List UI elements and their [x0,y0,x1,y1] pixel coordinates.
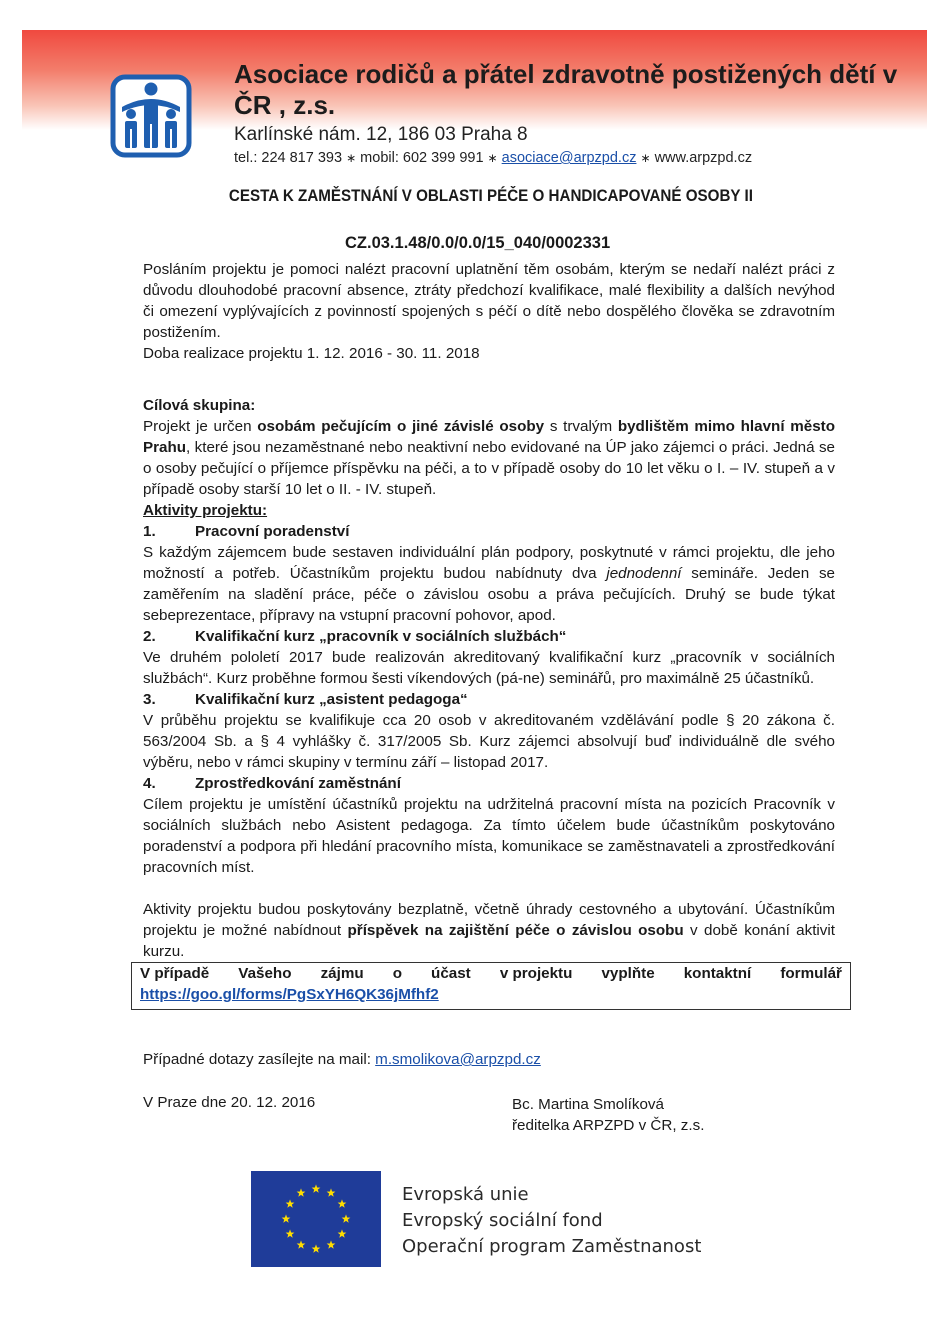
target-group-heading: Cílová skupina: [143,397,256,414]
project-code: CZ.03.1.48/0.0/0.0/15_040/0002331 [345,234,611,252]
activity-1-text: S každým zájemcem bude sestaven individuální plán podpory, poskytnuté v rámci projektu, dle jeho možností a potřeb. Účastníkům projektu budou nabídnuty dva jednodenní semináře. Jeden se zaměřením na sladění práce, péče o závislou osobu a práva pečujících. Druhý se bude týkat sebeprezentace, přípravy na vstupní pracovní pohovor, apod. [143,544,835,624]
place-date: V Praze dne 20. 12. 2016 [143,1094,316,1111]
activity-4-text: Cílem projektu je umístění účastníků projektu na udržitelná pracovní místa na pozicích Pracovník v sociálních službách nebo Asistent pedagoga. Za tímto účelem bude účastníkům poskytováno poradenství a podpora při hledání pracovního místa, komunikace se zaměstnavateli a zprostředkování pracovních míst. [143,796,835,876]
family-logo-icon [110,74,192,158]
org-address: Karlínské nám. 12, 186 03 Praha 8 [234,124,528,145]
contact-mail-link[interactable]: m.smolikova@arpzpd.cz [375,1051,541,1068]
activity-4-heading: 4. Zprostředkování zaměstnání [143,775,401,792]
separator-star: ∗ [487,151,498,165]
form-info-box [131,962,851,1010]
eu-line-1: Evropská unie [402,1184,529,1205]
separator-star: ∗ [346,151,357,165]
contact-email-link[interactable]: asociace@arpzpd.cz [501,150,637,166]
closing-paragraph: Aktivity projektu budou poskytovány bezplatně, včetně úhrady cestovného a ubytování. Účastníkům projektu je možné nabídnout příspěvek na zajištění péče o závislou osobu v době konání aktivit kurzu. [143,901,835,960]
activity-1-heading: 1. Pracovní poradenství [143,523,350,540]
activity-3-heading: 3. Kvalifikační kurz „asistent pedagoga“ [143,691,468,708]
form-link[interactable]: https://goo.gl/forms/PgSxYH6QK36jMfhf2 [140,986,439,1003]
project-duration: Doba realizace projektu 1. 12. 2016 - 30. 11. 2018 [143,345,480,362]
document-body [143,259,835,962]
activities-heading: Aktivity projektu: [143,502,268,519]
questions-text: Případné dotazy zasílejte na mail: [143,1051,376,1068]
eu-text-block [402,1182,701,1260]
target-group-paragraph: Projekt je určen osobám pečujícím o jiné závislé osoby s trvalým bydlištěm mimo hlavní město Prahu, které jsou nezaměstnané nebo neaktivní nebo evidované na ÚP jako zájemci o práci. Jedná se o osoby pečující o příjemce příspěvku na péči, a to v případě osoby do 10 let věku o I. – IV. stupeň a v případě osoby starší 10 let o II. - IV. stupeň. [143,418,835,498]
eu-flag-icon [251,1171,381,1267]
activity-2-heading: 2. Kvalifikační kurz „pracovník v sociálních službách“ [143,628,567,645]
form-invitation: V případě Vašeho zájmu o účast v projektu vyplňte kontaktní formulář [140,965,842,982]
eu-line-2: Evropský sociální fond [402,1210,603,1231]
signatory-role: ředitelka ARPZPD v ČR, z.s. [512,1117,705,1134]
activity-3-text: V průběhu projektu se kvalifikuje cca 20 osob v akreditovaném vzdělávání podle § 20 zákona č. 563/2004 Sb. a § 4 vyhlášky č. 317/2005 Sb. Kurz zájemci absolvují buď individuálně dle svého výběru, nebo v rámci skupiny v termínu září – listopad 2017. [143,712,835,771]
org-contact [234,150,752,166]
contact-tel: tel.: 224 817 393 [234,150,343,166]
document-title: CESTA K ZAMĚSTNÁNÍ V OBLASTI PÉČE O HANDICAPOVANÉ OSOBY II [228,187,753,205]
contact-mobile: mobil: 602 399 991 [360,150,484,166]
separator-star: ∗ [640,151,651,165]
contact-web[interactable]: www.arpzpd.cz [654,150,753,166]
org-name: Asociace rodičů a přátel zdravotně postižených dětí v ČR , z.s. [234,59,898,120]
signatory-name: Bc. Martina Smolíková [512,1096,664,1113]
eu-line-3: Operační program Zaměstnanost [402,1236,702,1257]
activity-2-text: Ve druhém pololetí 2017 bude realizován akreditovaný kvalifikační kurz „pracovník v sociálních službách“. Kurz proběhne formou šesti víkendových (pá-ne) seminářů, pro maximálně 25 účastníků. [143,649,835,687]
signatory [512,1094,704,1136]
intro-paragraph: Posláním projektu je pomoci nalézt pracovní uplatnění těm osobám, kterým se nedaří nalézt práci z důvodu dlouhodobé pracovní absence, ztráty předchozí kvalifikace, malé flexibility a dalších nevýhod či omezení vyplývajících z povinností spojených s péčí o dítě nebo dospělého člověka se zdravotním postižením. [143,261,835,341]
questions-line [143,1051,541,1068]
